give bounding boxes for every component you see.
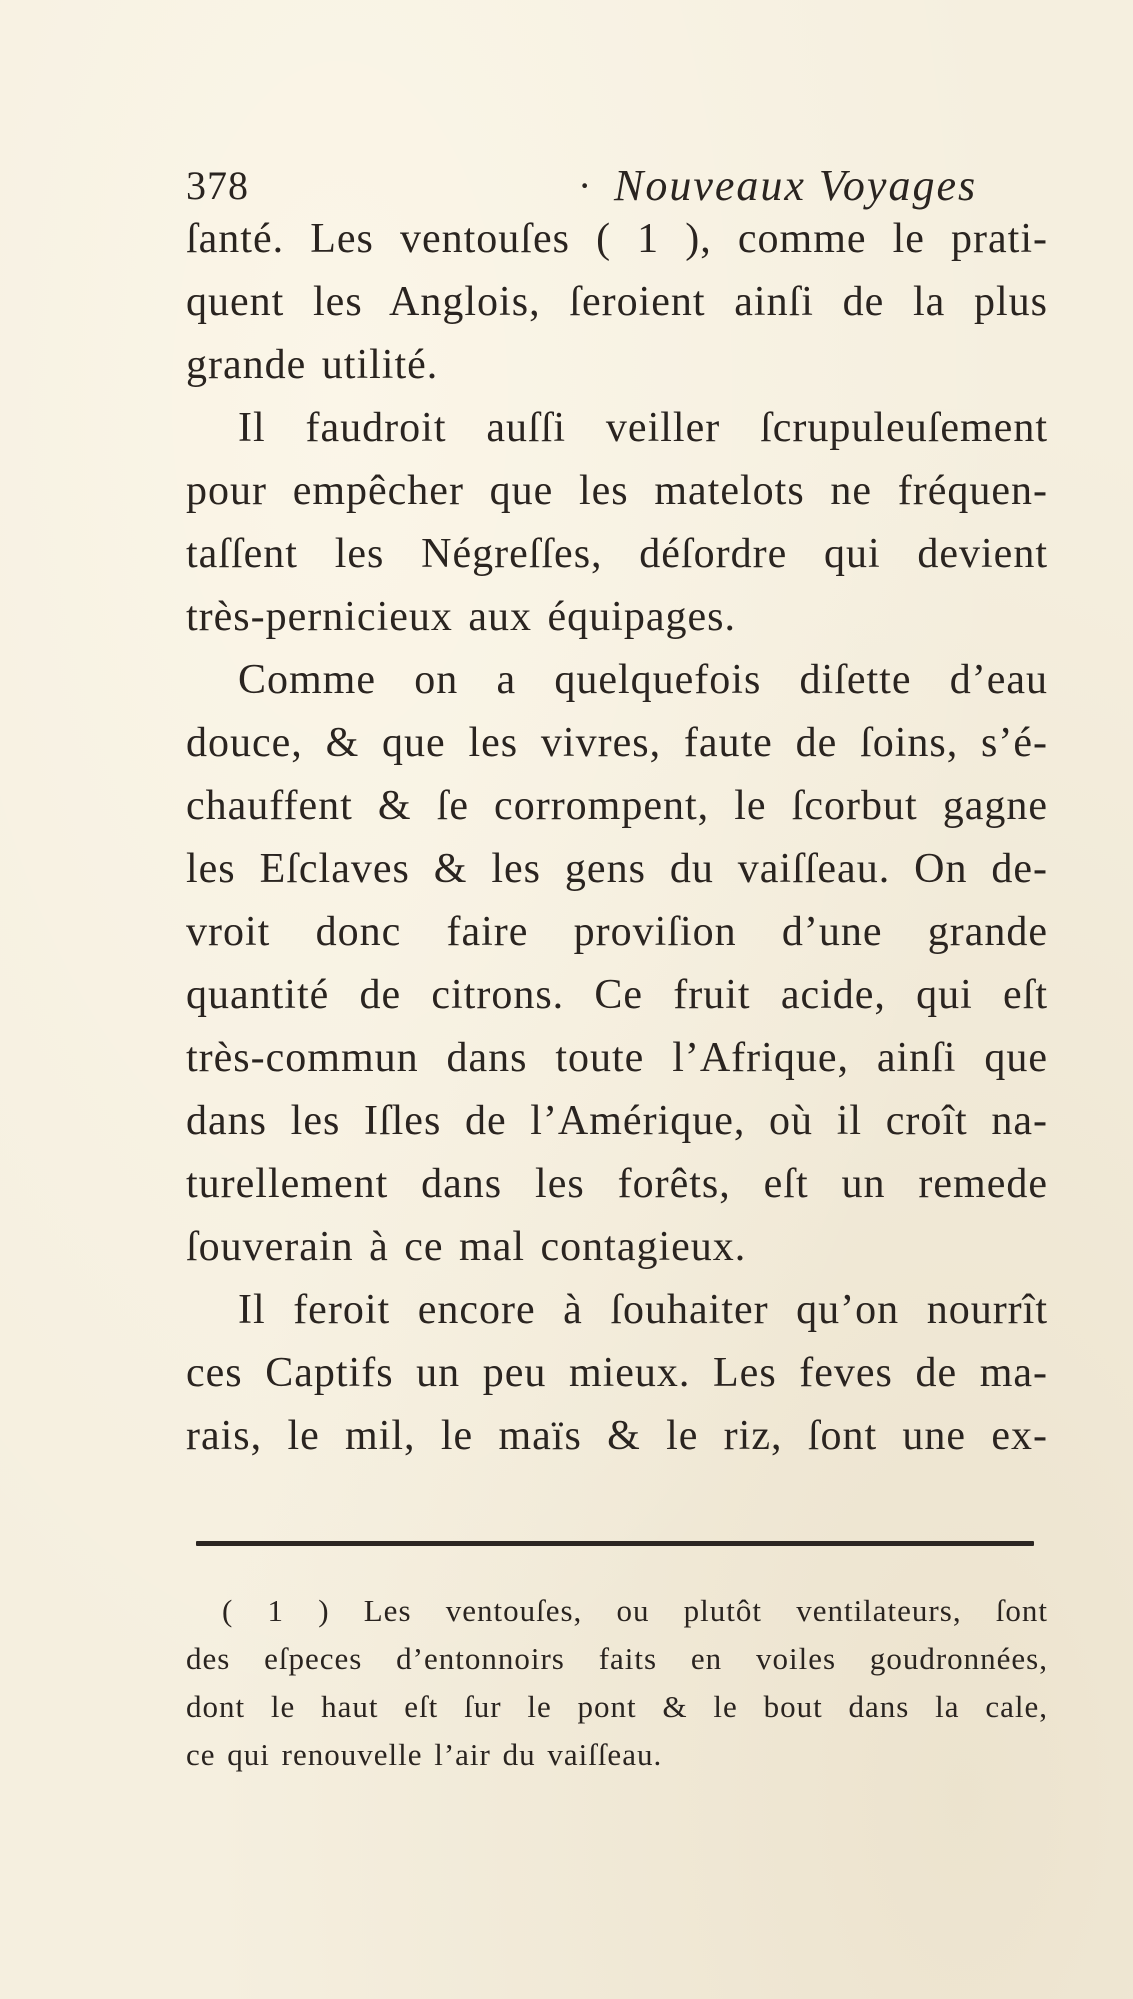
text-line: ſouverain à ce mal contagieux.	[186, 1224, 747, 1270]
text-line: chauffent & ſe corrompent, le ſcorbut gagne	[186, 783, 1048, 829]
footnote-line: dont le haut eſt ſur le pont & le bout dans la cale,	[186, 1689, 1048, 1724]
text-line: très-commun dans toute l’Afrique, ainſi que	[186, 1035, 1048, 1081]
running-title: Nouveaux Voyages	[614, 161, 978, 210]
page-number: 378	[186, 163, 249, 208]
text-line: grande utilité.	[186, 342, 439, 388]
main-text	[186, 208, 1048, 1468]
text-line: quantité de citrons. Ce fruit acide, qui eſt	[186, 972, 1048, 1018]
footnote	[186, 1587, 1048, 1779]
text-line: taſſent les Négreſſes, déſordre qui devient	[186, 531, 1048, 577]
text-line: Il feroit encore à ſouhaiter qu’on nourrît	[238, 1287, 1048, 1333]
text-line: douce, & que les vivres, faute de ſoins, s’é-	[186, 720, 1048, 766]
text-line: très-pernicieux aux équipages.	[186, 594, 736, 640]
footnote-line: des eſpeces d’entonnoirs faits en voiles goudronnées,	[186, 1641, 1048, 1676]
text-line: Comme on a quelquefois diſette d’eau	[238, 657, 1048, 703]
text-line: ſanté. Les ventouſes ( 1 ), comme le prati-	[186, 216, 1048, 262]
text-line: turellement dans les forêts, eſt un remede	[186, 1161, 1048, 1207]
text-line: dans les Iſles de l’Amérique, où il croît na-	[186, 1098, 1048, 1144]
text-line: les Eſclaves & les gens du vaiſſeau. On de-	[186, 846, 1048, 892]
footnote-rule	[196, 1541, 1034, 1546]
text-line: Il faudroit auſſi veiller ſcrupuleuſement	[238, 405, 1048, 451]
text-line: vroit donc faire proviſion d’une grande	[186, 909, 1048, 955]
text-line: ces Captifs un peu mieux. Les feves de ma-	[186, 1350, 1048, 1396]
text-line: pour empêcher que les matelots ne fréquen-	[186, 468, 1048, 514]
text-line: quent les Anglois, ſeroient ainſi de la plus	[186, 279, 1048, 325]
header-separator: ·	[578, 163, 592, 208]
footnote-line: ( 1 ) Les ventouſes, ou plutôt ventilateurs, ſont	[222, 1593, 1048, 1628]
text-line: rais, le mil, le maïs & le riz, ſont une ex-	[186, 1413, 1048, 1459]
footnote-line: ce qui renouvelle l’air du vaiſſeau.	[186, 1737, 663, 1772]
